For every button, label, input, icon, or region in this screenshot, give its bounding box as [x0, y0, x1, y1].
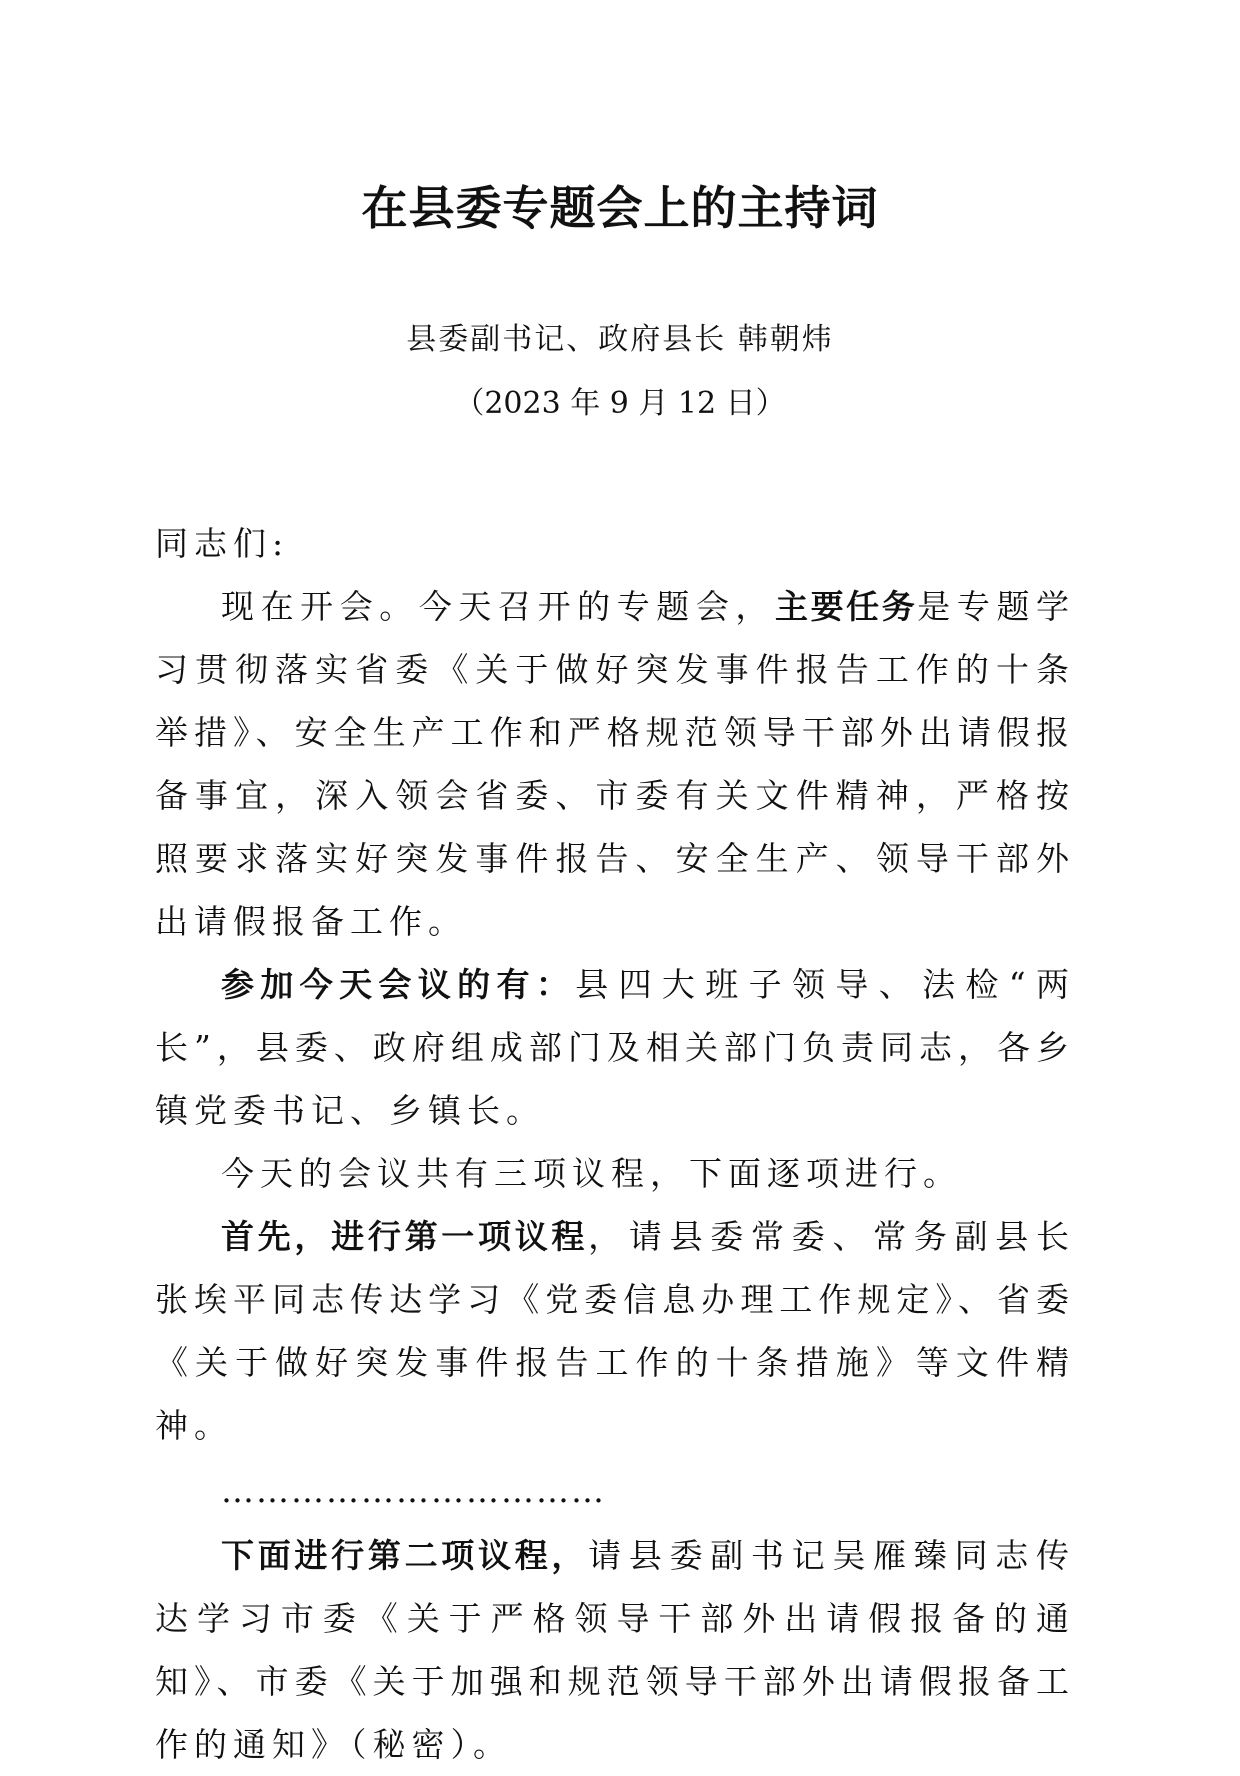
paragraph-attendees-bold: 参加今天会议的有：: [221, 965, 576, 1004]
paragraph-agenda-item-1-bold: 首先，进行第一项议程: [221, 1217, 589, 1256]
speech-date: （2023 年 9 月 12 日）: [454, 386, 786, 421]
paragraph-attendees: [155, 953, 1075, 1142]
document-body: [155, 512, 1075, 1776]
paragraph-agenda-intro: 今天的会议共有三项议程，下面逐项进行。: [221, 1154, 962, 1193]
paragraph-opening-intro: 现在开会。今天召开的专题会，: [221, 587, 775, 626]
paragraph-agenda-item-1: [155, 1205, 1075, 1457]
document-title: 在县委专题会上的主持词: [361, 181, 879, 235]
speaker-line: 县委副书记、政府县长 韩朝炜: [406, 322, 834, 357]
salutation: 同志们:: [155, 524, 290, 563]
paragraph-opening-text: 是专题学习贯彻落实省委《关于做好突发事件报告工作的十条举措》、安全生产工作和严格规范领导干部外出请假报备事宜，深入领会省委、市委有关文件精神，严格按照要求落实好突发事件报告、安全生产、领导干部外出请假报备工作。: [155, 587, 1076, 941]
ellipsis-divider: ……………………………: [221, 1471, 606, 1510]
paragraph-agenda-item-1-text: ，请县委常委、常务副县长张埃平同志传达学习《党委信息办理工作规定》、省委《关于做好突发事件报告工作的十条措施》等文件精神。: [155, 1217, 1076, 1445]
paragraph-opening: [155, 575, 1075, 953]
paragraph-agenda-item-2: [155, 1524, 1075, 1776]
paragraph-attendees-text: 县四大班子领导、法检“两长”，县委、政府组成部门及相关部门负责同志，各乡镇党委书记、乡镇长。: [155, 965, 1076, 1130]
paragraph-opening-bold: 主要任务: [775, 587, 918, 626]
paragraph-agenda-item-2-text: 请县委副书记吴雁臻同志传达学习市委《关于严格领导干部外出请假报备的通知》、市委《关于加强和规范领导干部外出请假报备工作的通知》（秘密）。: [155, 1536, 1076, 1764]
paragraph-agenda-item-2-bold: 下面进行第二项议程，: [221, 1536, 589, 1575]
